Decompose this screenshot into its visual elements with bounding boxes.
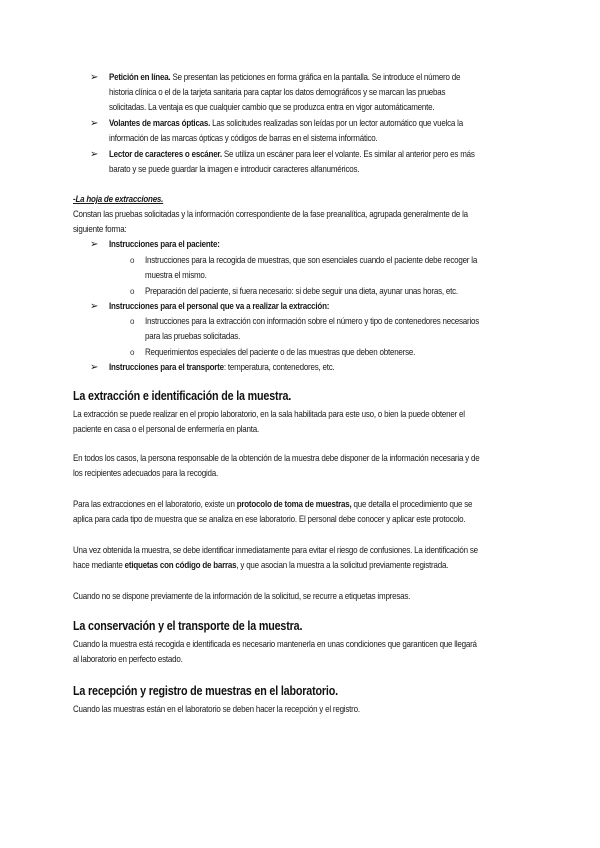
paragraph-bold-text: etiquetas con código de barras: [124, 560, 237, 570]
subitem-recogida-muestras: [145, 253, 477, 283]
subitem-preparacion-paciente: Preparación del paciente, si fuera necesario: si debe seguir una dieta, ayunar unas horas, etc.: [145, 286, 458, 296]
circle-bullet-icon: o: [130, 287, 135, 296]
arrow-bullet-icon: ➢: [90, 118, 99, 129]
paragraph-line: aplica para cada tipo de muestra que se analiza en ese laboratorio. El personal debe conocer y aplicar este protocolo.: [73, 514, 466, 524]
subitem-line: muestra el mismo.: [145, 270, 207, 280]
paragraph-line: En todos los casos, la persona responsable de la obtención de la muestra debe disponer de la información necesaria y de: [73, 453, 480, 463]
item-instrucciones-paciente: Instrucciones para el paciente:: [109, 239, 220, 249]
subheading-hoja-extracciones: -La hoja de extracciones.: [73, 194, 164, 204]
bullet-text: Se utiliza un escáner para leer el volante. Es similar al anterior pero es más: [221, 149, 475, 159]
bullet-text: barato y se puede guardar la imagen e introducir caracteres alfanuméricos.: [109, 164, 360, 174]
section2-paragraph-1: [73, 637, 477, 667]
bullet-bold-label: Volantes de marcas ópticas.: [109, 118, 211, 128]
section1-paragraph-2: [73, 451, 479, 481]
circle-bullet-icon: o: [130, 256, 135, 265]
arrow-bullet-icon: ➢: [90, 149, 99, 160]
subitem-line: Instrucciones para la extracción con información sobre el número y tipo de contenedores necesarios: [145, 316, 480, 326]
bullet-bold-label: Lector de caracteres o escáner.: [109, 149, 222, 159]
hoja-intro-paragraph: [73, 207, 468, 237]
paragraph-text: , y que asocian la muestra a la solicitud previamente registrada.: [236, 560, 449, 570]
item-text: : temperatura, contenedores, etc.: [223, 362, 335, 372]
paragraph-line: al laboratorio en perfecto estado.: [73, 654, 183, 664]
bullet-bold-label: Petición en línea.: [109, 72, 171, 82]
heading-extraccion-identificacion: La extracción e identificación de la muestra.: [73, 389, 292, 403]
paragraph-line: paciente en casa o el personal de enfermería en planta.: [73, 424, 259, 434]
circle-bullet-icon: o: [130, 317, 135, 326]
arrow-bullet-icon: ➢: [90, 72, 99, 83]
item-bold-label: Instrucciones para el transporte: [109, 362, 224, 372]
paragraph-bold-text: protocolo de toma de muestras,: [236, 499, 352, 509]
arrow-bullet-icon: ➢: [90, 362, 99, 373]
subitem-line: Instrucciones para la recogida de muestras, que son esenciales cuando el paciente debe recoger la: [145, 255, 478, 265]
section1-paragraph-3: [73, 497, 472, 527]
bullet-text: solicitadas. La ventaja es que cualquier cambio que se produzca entra en vigor automáticamente.: [109, 102, 435, 112]
subitem-line: para las pruebas solicitadas.: [145, 331, 241, 341]
arrow-bullet-icon: ➢: [90, 301, 99, 312]
circle-bullet-icon: o: [130, 348, 135, 357]
bullet-text: Se presentan las peticiones en forma gráfica en la pantalla. Se introduce el número de: [170, 72, 461, 82]
paragraph-line: Una vez obtenida la muestra, se debe identificar inmediatamente para evitar el riesgo de confusiones. La identificación se: [73, 545, 478, 555]
section1-paragraph-1: [73, 407, 465, 437]
bullet-text: información de las marcas ópticas y códigos de barras en el sistema informático.: [109, 133, 378, 143]
section3-paragraph-1: Cuando las muestras están en el laboratorio se deben hacer la recepción y el registro.: [73, 704, 360, 714]
section1-paragraph-5: Cuando no se dispone previamente de la información de la solicitud, se recurre a etiquetas impresas.: [73, 591, 411, 601]
paragraph-text: que detalla el procedimiento que se: [351, 499, 473, 509]
subitem-instrucciones-extraccion: [145, 314, 479, 344]
section1-paragraph-4: [73, 543, 478, 573]
paragraph-line: Constan las pruebas solicitadas y la información correspondiente de la fase preanalítica, agrupada generalmente de la: [73, 209, 468, 219]
paragraph-text: Para las extracciones en el laboratorio, existe un: [73, 499, 237, 509]
paragraph-line: Cuando la muestra está recogida e identificada es necesario mantenerla en unas condiciones que garanticen que llegará: [73, 639, 477, 649]
heading-recepcion-registro: La recepción y registro de muestras en el laboratorio.: [73, 684, 338, 698]
subitem-requerimientos-especiales: Requerimientos especiales del paciente o de las muestras que deben obtenerse.: [145, 347, 416, 357]
paragraph-text: hace mediante: [73, 560, 125, 570]
bullet-volantes-marcas-opticas: [109, 116, 463, 146]
item-instrucciones-transporte: [109, 360, 335, 375]
bullet-peticion-en-linea: [109, 70, 460, 115]
paragraph-line: los recipientes adecuados para la recogida.: [73, 468, 218, 478]
paragraph-line: La extracción se puede realizar en el propio laboratorio, en la sala habilitada para este uso, o bien la puede obtener el: [73, 409, 465, 419]
item-instrucciones-personal: Instrucciones para el personal que va a realizar la extracción:: [109, 301, 330, 311]
heading-conservacion-transporte: La conservación y el transporte de la muestra.: [73, 619, 303, 633]
bullet-text: historia clínica o el de la tarjeta sanitaria para captar los datos demográficos y se marcan las pruebas: [109, 87, 446, 97]
bullet-lector-caracteres: [109, 147, 475, 177]
arrow-bullet-icon: ➢: [90, 239, 99, 250]
bullet-text: Las solicitudes realizadas son leídas por un lector automático que vuelca la: [210, 118, 463, 128]
paragraph-line: siguiente forma:: [73, 224, 127, 234]
